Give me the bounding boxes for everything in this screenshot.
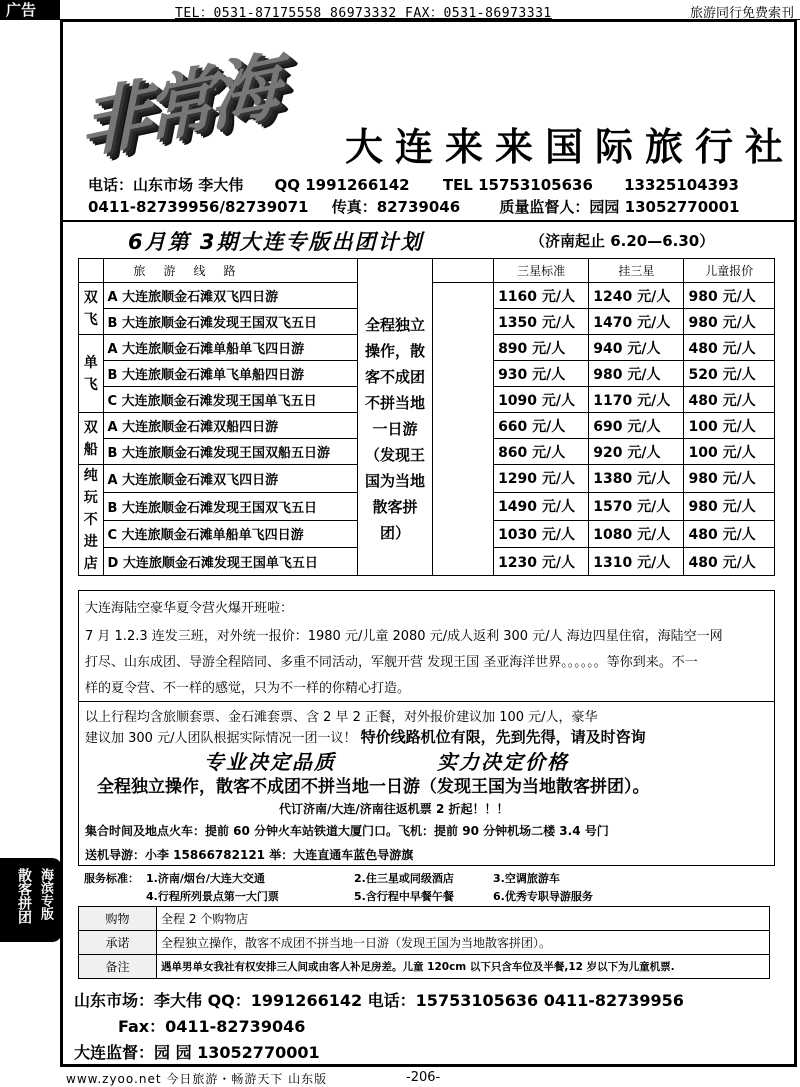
summer-camp-promo <box>78 590 775 702</box>
header-three-star: 三星标准 <box>494 259 589 283</box>
extra-row <box>79 955 770 979</box>
info-meeting: 集合时间及地点火车：提前 60 分钟火车站铁道大厦门口。飞机：提前 90 分钟机场二楼 3.4 号门 <box>85 824 609 838</box>
extra-info-table <box>78 906 770 979</box>
info-special: 特价线路机位有限，先到先得，请及时咨询 <box>360 728 646 746</box>
side-tab <box>0 858 62 942</box>
contact-supervisor: 质量监督人：园园 13052770001 <box>499 198 740 216</box>
info-guide: 送机导游：小李 15866782121 举：大连直通车蓝色导游旗 <box>85 848 414 862</box>
route-price: 1350 元/人 <box>494 309 589 335</box>
header-route: 旅游线路 <box>103 259 357 283</box>
route-name: B 大连旅顺金石滩单飞单船四日游 <box>103 361 357 387</box>
contact-tel: TEL 15753105636 <box>442 176 593 194</box>
route-name: B 大连旅顺金石滩发现王国双飞五日 <box>103 309 357 335</box>
plan-subtitle: （济南起止 6.20—6.30） <box>530 232 715 250</box>
bottom-fax-line: Fax：0411-82739046 <box>118 1017 306 1036</box>
routes-table <box>78 258 775 576</box>
route-price: 1160 元/人 <box>494 283 589 309</box>
contact-qq: QQ 1991266142 <box>274 176 410 194</box>
promo-line: 大连海陆空豪华夏令营火爆开班啦： <box>85 601 294 616</box>
route-name: C 大连旅顺金石滩发现王国单飞五日 <box>103 387 357 413</box>
contact-line-1 <box>88 174 739 195</box>
bottom-supervisor-line: 大连监督：园 园 13052770001 <box>74 1043 320 1062</box>
route-price: 520 元/人 <box>684 361 775 387</box>
service-item: 2.住三星或同级酒店 <box>354 872 454 885</box>
route-price: 100 元/人 <box>684 413 775 439</box>
route-price: 690 元/人 <box>589 413 684 439</box>
extra-label: 承诺 <box>79 931 157 955</box>
info-line: 以上行程均含旅顺套票、金石滩套票、含 2 早 2 正餐，对外报价建议加 100 元/人，豪华 <box>85 710 598 725</box>
route-price: 1290 元/人 <box>494 465 589 493</box>
route-price: 480 元/人 <box>684 335 775 361</box>
service-item: 3.空调旅游车 <box>493 872 560 885</box>
top-bar <box>0 0 800 20</box>
route-price: 1080 元/人 <box>589 520 684 548</box>
service-item: 5.含行程中早餐午餐 <box>354 890 454 903</box>
route-name: D 大连旅顺金石滩发现王国单飞五日 <box>103 548 357 576</box>
header-blank <box>79 259 104 283</box>
route-price: 980 元/人 <box>589 361 684 387</box>
contact-fax: 传真：82739046 <box>331 198 461 216</box>
route-name: A 大连旅顺金石滩双船四日游 <box>103 413 357 439</box>
route-price: 1470 元/人 <box>589 309 684 335</box>
brand-logo <box>68 28 368 168</box>
side-tab-text: 海滨专版 <box>38 868 53 920</box>
route-price: 890 元/人 <box>494 335 589 361</box>
service-item: 6.优秀专职导游服务 <box>493 890 593 903</box>
footer-url: www.zyoo.net 今日旅游・畅游天下 山东版 <box>66 1072 328 1086</box>
promo-line: 打尽、山东成团、导游全程陪同、多重不同活动，军舰开营 发现王国 圣亚海洋世界。。。。。。等你到来。不一 <box>85 655 698 670</box>
extra-value: 全程 2 个购物店 <box>157 907 770 931</box>
slogan-quality: 专业决定品质 <box>204 750 336 774</box>
footer <box>0 1068 800 1087</box>
service-item: 4.行程所列景点第一大门票 <box>146 890 279 903</box>
route-price: 660 元/人 <box>494 413 589 439</box>
top-index-text: 旅游同行免费索刊 <box>689 6 794 21</box>
route-price: 1310 元/人 <box>589 548 684 576</box>
route-category: 双船 <box>79 413 104 465</box>
extra-label: 购物 <box>79 907 157 931</box>
ad-tag: 广告 <box>0 0 60 20</box>
header-listed-three-star: 挂三星 <box>589 259 684 283</box>
header-note-blank <box>357 259 432 283</box>
promo-line: 7 月 1.2.3 连发三班，对外统一报价：1980 元/儿童 2080 元/成人返利 300 元/人 海边四星住宿，海陆空一网 <box>85 629 723 644</box>
route-price: 980 元/人 <box>684 283 775 309</box>
route-category: 双飞 <box>79 283 104 335</box>
route-price: 100 元/人 <box>684 439 775 465</box>
extra-row <box>79 931 770 955</box>
info-bold-line: 全程独立操作，散客不成团不拼当地一日游（发现王国为当地散客拼团）。 <box>97 777 650 797</box>
info-section <box>78 702 775 866</box>
route-name: B 大连旅顺金石滩发现王国双飞五日 <box>103 492 357 520</box>
route-category: 纯玩不进店 <box>79 465 104 576</box>
route-name: C 大连旅顺金石滩单船单飞四日游 <box>103 520 357 548</box>
service-item: 1.济南/烟台/大连大交通 <box>146 872 265 885</box>
info-line <box>85 726 646 747</box>
info-suggestion: 建议加 300 元/人团队根据实际情况一团一议！ <box>85 731 357 746</box>
route-price: 1570 元/人 <box>589 492 684 520</box>
promo-line: 样的夏令营、不一样的感觉，只为不一样的你精心打造。 <box>85 681 411 696</box>
bottom-contact-line: 山东市场：李大伟 QQ：1991266142 电话：15753105636 0411-82739956 <box>74 991 684 1010</box>
route-price: 980 元/人 <box>684 492 775 520</box>
route-price: 980 元/人 <box>684 465 775 493</box>
route-price: 930 元/人 <box>494 361 589 387</box>
service-label: 服务标准： <box>84 872 139 885</box>
agency-name: 大连来来国际旅行社 <box>345 124 796 169</box>
route-price: 1490 元/人 <box>494 492 589 520</box>
header-child-price: 儿童报价 <box>684 259 775 283</box>
route-name: B 大连旅顺金石滩发现王国双船五日游 <box>103 439 357 465</box>
info-tickets: 代订济南/大连/济南往返机票 2 折起！！！ <box>279 802 509 816</box>
route-name: A 大连旅顺金石滩双飞四日游 <box>103 283 357 309</box>
route-price: 1170 元/人 <box>589 387 684 413</box>
service-standards <box>78 866 775 906</box>
contact-line-2 <box>88 196 739 217</box>
route-name: A 大连旅顺金石滩双飞四日游 <box>103 465 357 493</box>
contact-phones: 0411-82739956/82739071 <box>88 198 309 216</box>
table-header-row <box>79 259 775 283</box>
route-name: A 大连旅顺金石滩单船单飞四日游 <box>103 335 357 361</box>
header-blank-col <box>433 259 494 283</box>
route-price: 980 元/人 <box>684 309 775 335</box>
logo-text: 非常海 <box>78 42 276 170</box>
page-number: -206- <box>406 1070 441 1085</box>
route-price: 1380 元/人 <box>589 465 684 493</box>
route-price: 1090 元/人 <box>494 387 589 413</box>
route-price: 860 元/人 <box>494 439 589 465</box>
route-price: 940 元/人 <box>589 335 684 361</box>
top-contact: TEL：0531-87175558 86973332 FAX：0531-86973331 <box>175 6 552 21</box>
route-price: 480 元/人 <box>684 548 775 576</box>
route-price: 1230 元/人 <box>494 548 589 576</box>
route-price: 1030 元/人 <box>494 520 589 548</box>
route-category: 单飞 <box>79 335 104 413</box>
route-blank-col <box>433 283 494 576</box>
extra-value: 遇单男单女我社有权安排三人间或由客人补足房差。儿童 120cm 以下只含车位及半餐,12 岁以下为儿童机票. <box>157 955 770 979</box>
route-price: 920 元/人 <box>589 439 684 465</box>
extra-value: 全程独立操作，散客不成团不拼当地一日游（发现王国为当地散客拼团）。 <box>157 931 770 955</box>
extra-row <box>79 907 770 931</box>
table-row <box>79 283 775 309</box>
slogan-price: 实力决定价格 <box>437 750 569 774</box>
plan-title: 6月第 3期大连专版出团计划 <box>128 230 424 254</box>
route-price: 1240 元/人 <box>589 283 684 309</box>
contact-mobile: 13325104393 <box>624 176 739 194</box>
route-price: 480 元/人 <box>684 387 775 413</box>
side-tab-text: 散客拼团 <box>16 868 32 924</box>
route-note: 全程独立操作，散客不成团不拼当地一日游（发现王国为当地散客拼团） <box>357 283 432 576</box>
contact-name: 电话：山东市场 李大伟 <box>88 176 244 194</box>
route-price: 480 元/人 <box>684 520 775 548</box>
extra-label: 备注 <box>79 955 157 979</box>
